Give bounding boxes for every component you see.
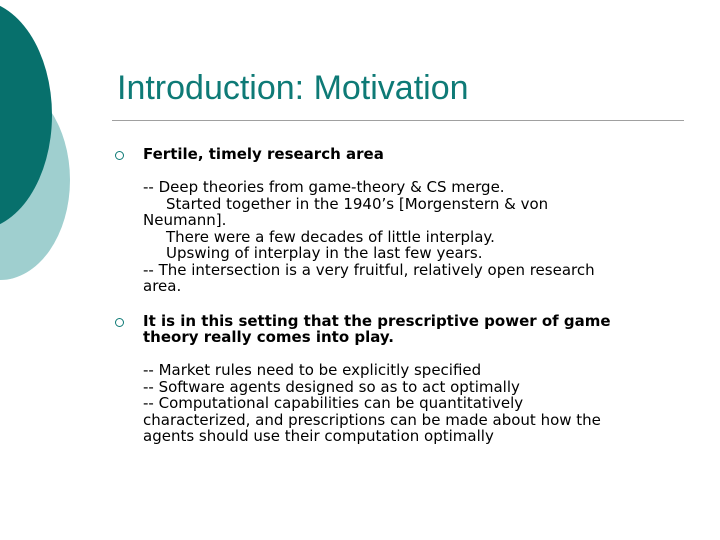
body-line: agents should use their computation optimally [143, 427, 494, 445]
bullet-body [143, 179, 672, 295]
heading-line: theory really comes into play. [143, 328, 395, 346]
body-line: -- Computational capabilities can be quantitatively [143, 394, 524, 412]
heading-line: It is in this setting that the prescriptive power of game [143, 311, 611, 330]
body-line: characterized, and prescriptions can be made about how the [143, 410, 601, 429]
bullet-list [112, 146, 672, 445]
body-line: -- Deep theories from game-theory & CS merge. [143, 178, 505, 196]
bullet-heading: Fertile, timely research area [143, 145, 384, 163]
body-line: There were a few decades of little interplay. [166, 227, 495, 246]
body-line: Started together in the 1940’s [Morgenstern & von [166, 194, 549, 213]
body-line: -- Software agents designed so as to act optimally [143, 377, 520, 396]
bullet-body [143, 362, 672, 445]
body-line: area. [143, 277, 182, 295]
slide-title: Introduction: Motivation [117, 69, 469, 107]
body-line: Upswing of interplay in the last few years. [166, 244, 483, 262]
body-line: -- Market rules need to be explicitly specified [143, 361, 482, 379]
body-line: -- The intersection is a very fruitful, relatively open research [143, 260, 595, 279]
hollow-circle-bullet-icon [115, 151, 124, 160]
bullet-heading [143, 313, 672, 346]
bullet-item [112, 313, 672, 445]
hollow-circle-bullet-icon [115, 318, 124, 327]
body-line: Neumann]. [143, 211, 227, 229]
bullet-item [112, 146, 672, 295]
title-divider [112, 120, 684, 121]
